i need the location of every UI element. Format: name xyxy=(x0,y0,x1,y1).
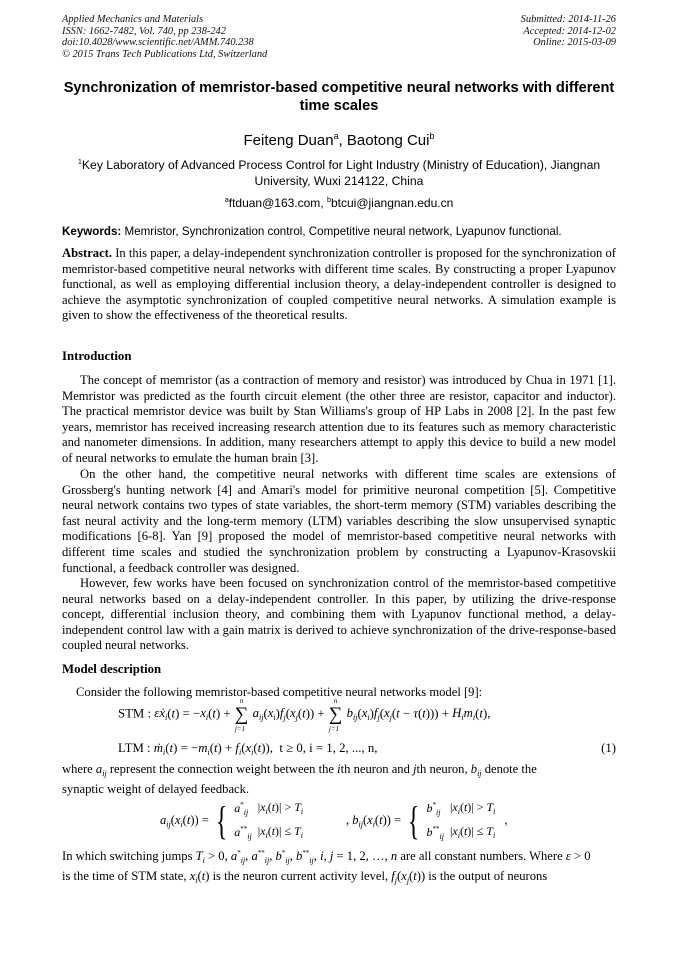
author-2: Baotong Cui xyxy=(346,132,430,149)
piecewise-b: , $b_{ij}(x_i(t))$ = { $b^*_{ij}$ $|x_i(t)| > T_i$ $b^{**}_{ij}$ $|x_i(t)| \le T_i$ , xyxy=(346,798,508,843)
abstract-text: In this paper, a delay-independent synchronization controller is proposed for the synchronization of memristor-based competitive neural networks with different time scales. By constructing a proper Lyapunov functional, as well as employing differential inclusion theory, a delay-independent controller is designed to achieve the asymptotic synchronization of coupled competitive neural networks. A simulation example is given to show the effectiveness of the theoretical results. xyxy=(62,246,616,323)
email-a-mark: a xyxy=(224,195,229,204)
where-text-a: where xyxy=(62,762,93,776)
piecewise-a: $a_{ij}(x_i(t))$ = { $a^*_{ij}$ $|x_i(t)| > T_i$ $a^{**}_{ij}$ $|x_i(t)| \le T_i$ xyxy=(160,798,304,843)
author-1-mark: a xyxy=(333,131,339,141)
journal-header xyxy=(62,14,267,60)
abstract xyxy=(62,246,616,324)
model-intro: Consider the following memristor-based competitive neural networks model [9]: xyxy=(76,685,483,699)
where-text-d: th neuron, xyxy=(416,762,468,776)
author-1: Feiteng Duan xyxy=(243,132,334,149)
emails xyxy=(62,192,616,211)
abstract-label: Abstract. xyxy=(62,246,113,260)
where-text-b: represent the connection weight between the xyxy=(109,762,334,776)
switch-text-b: are all constant numbers. Where xyxy=(400,849,563,864)
dates-header xyxy=(521,14,616,49)
issn: ISSN: 1662-7482, Vol. 740, pp 238-242 xyxy=(62,25,226,37)
where-text-e: denote the xyxy=(484,762,537,776)
author-2-mark: b xyxy=(429,131,435,141)
switch-text-a: In which switching jumps xyxy=(62,849,193,864)
copyright: © 2015 Trans Tech Publications Ltd, Switzerland xyxy=(62,48,268,60)
email-b[interactable]: btcui@jiangnan.edu.cn xyxy=(330,196,454,210)
email-b-mark: b xyxy=(326,195,331,204)
doi[interactable]: doi:10.4028/www.scientific.net/AMM.740.238 xyxy=(62,37,254,49)
accepted-date: Accepted: 2014-12-02 xyxy=(523,25,616,37)
email-separator: , xyxy=(320,196,327,210)
submitted-date: Submitted: 2014-11-26 xyxy=(520,14,616,25)
keywords-label: Keywords: xyxy=(62,225,122,238)
switching-paragraph: In which switching jumps $T_i > 0$, $a^*_{ij}$, $a^{**}_{ij}$, $b^*_{ij}$, $b^{**}_{ij}$, i, j = 1, 2, …, n are all constant numbers. Where ε > 0 is the time of STM state, $x_i(t)$ is the neuron current activity level, $f_j(x_j(t))$ is the output of neurons xyxy=(62,849,591,885)
where-paragraph: where $a_{ij}$ represent the connection weight between the ith neuron and jth neuron, $b_{ij}$ denote the synaptic weight of delayed feedback. xyxy=(62,762,537,796)
switch-text-e: is the output of neurons xyxy=(428,868,548,883)
affiliation xyxy=(62,154,616,189)
introduction-heading: Introduction xyxy=(62,349,132,363)
switch-text-c: is the time of STM state, xyxy=(62,868,187,883)
intro-paragraph-3: However, few works have been focused on synchronization control of the memristor-based competitive neural networks based on a delay-independent controller. In this paper, by utilizing the drive-response concept, differential inclusion theory, and combining them with Lyapunov functional method, a delay-independent control law with a gain matrix is derived to achieve synchronization of the drive-response-based coupled neural networks. xyxy=(62,576,616,653)
intro-paragraph-1: The concept of memristor (as a contraction of memory and resistor) was introduced by Chua in 1971 [1]. Memristor was predicted as the fourth circuit element (the other three are resistor, capacitor and inductor). The practical memristor device was built by Stan Williams's group of HP Labs in 2008 [2]. In the past few years, memristor has received increasing research attention due to its features such as memory characteristic and nanometer dimensions. In addition, many researchers attempt to apply this device to build a new model of neural networks to emulate the human brain [3]. xyxy=(62,373,616,465)
email-a[interactable]: ftduan@163.com xyxy=(228,196,321,210)
stm-equation: STM : εẋ$_i$(t) = $-x_i(t)$ + ∑ n j=1 $a_{ij}(x_i)f_j(x_j(t))$ + ∑ n j=1 $b_{ij}(x_i)f_j(x_j(t - \tau(t))) + H_im_i(t)$, xyxy=(118,697,491,733)
stm-label: STM : xyxy=(118,706,152,721)
equation-number: (1) xyxy=(601,741,616,755)
online-date: Online: 2015-03-09 xyxy=(533,37,616,49)
where-text-c: th neuron and xyxy=(340,762,410,776)
paper-title: Synchronization of memristor-based competitive neural networks with different time scales xyxy=(63,80,615,114)
ltm-condition: t ≥ 0, i = 1, 2, ..., n, xyxy=(279,741,378,755)
keywords xyxy=(62,225,616,239)
ltm-equation: LTM : ṁ$_i$(t) = $-m_i(t) + f_i(x_i(t))$, t ≥ 0, i = 1, 2, ..., n, xyxy=(118,741,378,757)
journal-name: Applied Mechanics and Materials xyxy=(62,14,204,25)
keywords-text: Memristor, Synchronization control, Competitive neural network, Lyapunov functional. xyxy=(124,225,562,238)
model-heading: Model description xyxy=(62,662,162,676)
intro-paragraph-2: On the other hand, the competitive neural networks with different time scales are extensions of Grossberg's hunting network [4] and Amari's model for primitive neuronal competition [5]. Competitive neural network contains two types of state variables, the short-term memory (STM) variables describing the fast neural activity and the long-term memory (LTM) variables describing the slow unsupervised synaptic modifications [6-8]. Yan [9] proposed the model of memristor-based competitive neural networks with different time scales and studied the synchronization problem by constructing a Lyapunov-Krasovskii functional, a feedback controller was designed. xyxy=(62,467,616,575)
affiliation-mark: 1 xyxy=(77,157,82,166)
ltm-label: LTM : xyxy=(118,741,151,755)
author-separator: , xyxy=(338,132,347,149)
authors xyxy=(62,127,616,150)
where-text-f: synaptic weight of delayed feedback. xyxy=(62,781,250,796)
switch-text-d: is the neuron current activity level, xyxy=(212,868,389,883)
affiliation-text: Key Laboratory of Advanced Process Control for Light Industry (Ministry of Education), Jiangnan University, Wuxi 214122, China xyxy=(81,158,601,188)
